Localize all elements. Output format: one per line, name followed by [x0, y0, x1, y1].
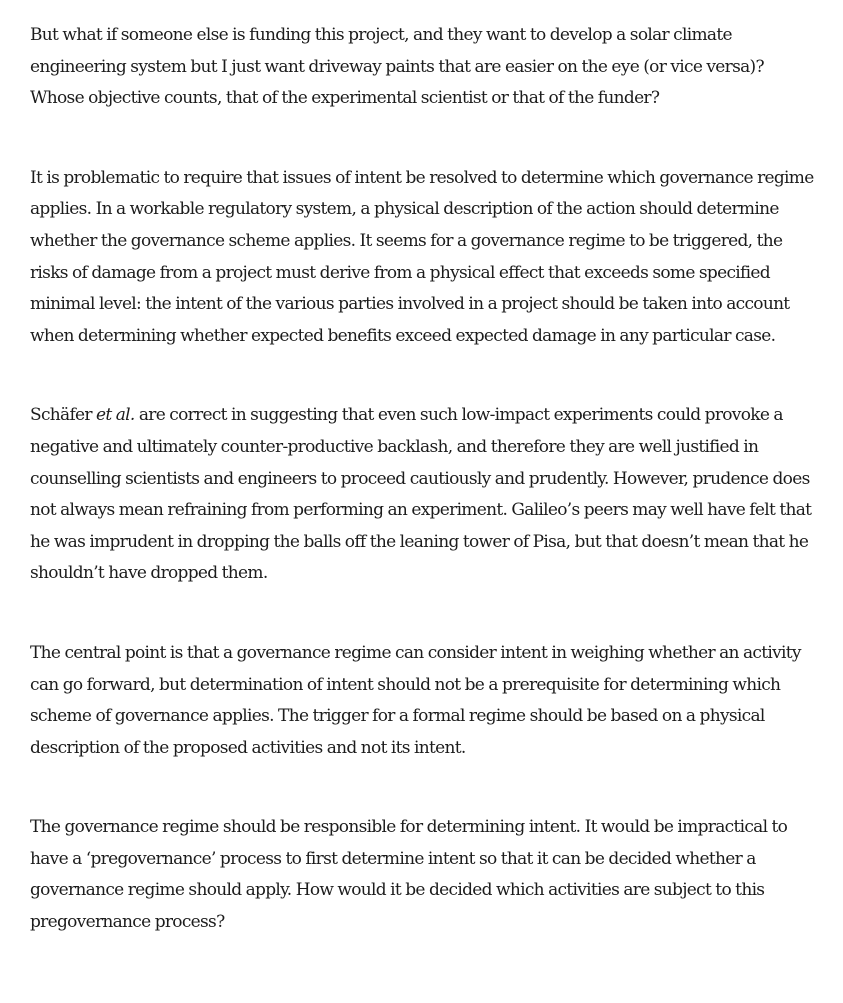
paragraph-pregovernance: The governance regime should be responsible for determining intent. It would be impractical to have a ‘pregovernance’ process to first determine intent so that it can be decided whether a governance regime should apply. How would it be decided which activities are subject to this pregovernance process? [30, 817, 788, 933]
paragraph-intent-problem: It is problematic to require that issues of intent be resolved to determine which governance regime applies. In a workable regulatory system, a physical description of the action should determine whether the governance scheme applies. It seems for a governance regime to be triggered, the risks of damage from a project must derive from a physical effect that exceeds some specified minimal level: the intent of the various parties involved in a project should be taken into account when determining whether expected benefits exceed expected damage in any particular case. [30, 167, 814, 346]
citation-et-al: et al. [96, 405, 135, 426]
paragraph-rest-text: are correct in suggesting that even such low-impact experiments could provoke a negative and ultimately counter-productive backlash, and therefore they are well justified in counselling scientists and engineers to proceed cautiously and prudently. However, prudence does not always mean refraining from performing an experiment. Galileo’s peers may well have felt that he was imprudent in dropping the balls off the leaning tower of Pisa, but that doesn’t mean that he shouldn’t have dropped them. [30, 405, 812, 584]
paragraph-lead-text: Schäfer [30, 405, 97, 426]
paragraph-central-point: The central point is that a governance regime can consider intent in weighing whether an activity can go forward, but determination of intent should not be a prerequisite for determining which scheme of governance applies. The trigger for a formal regime should be based on a physical description of the proposed activities and not its intent. [30, 642, 801, 758]
paragraph-funder-objective: But what if someone else is funding this project, and they want to develop a solar climate engineering system but I just want driveway paints that are easier on the eye (or vice versa)? Whose objective counts, that of the experimental scientist or that of the funder? [30, 25, 764, 109]
article-body [30, 20, 820, 939]
paragraph-schafer-backlash [30, 400, 820, 590]
